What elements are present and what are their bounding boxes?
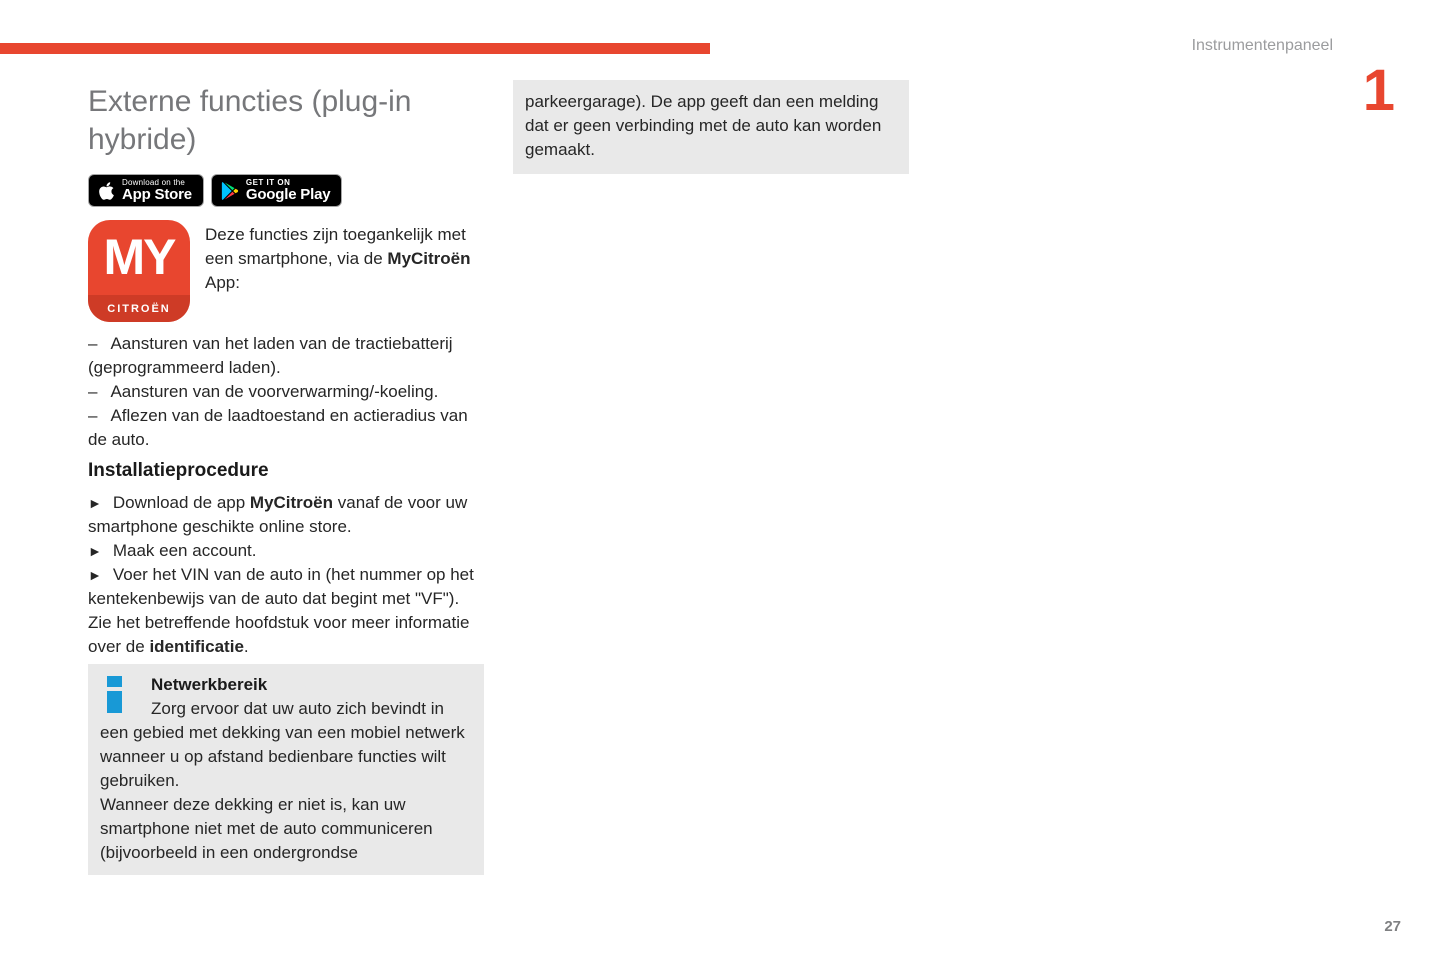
google-play-icon [221,181,239,201]
top-accent-bar [0,43,710,54]
app-store-badge-text: Download on the App Store [122,178,192,203]
info-continuation-box [513,80,909,174]
app-icon-brand-band [88,295,190,322]
arrow-marker: ► [88,567,102,583]
info-box-body2: Wanneer deze dekking er niet is, kan uw smartphone niet met de auto communiceren (bijvoorbeeld in een ondergrondse [100,795,433,862]
intro-text: Deze functies zijn toegankelijk met een smartphone, via de MyCitroën App: [205,225,471,292]
app-icon-my-text: MY [103,229,175,285]
left-column [88,83,484,875]
dash-marker: – [88,334,98,353]
info-icon [107,676,122,713]
store-badges [88,174,484,207]
reference-note: Zie het betreffende hoofdstuk voor meer informatie over de identificatie. [88,613,470,656]
arrow-marker: ► [88,495,102,511]
chapter-number: 1 [1362,58,1395,123]
info-box-title: Netwerkbereik [151,675,268,694]
mycitroen-app-icon [88,220,190,322]
dash-marker: – [88,406,98,425]
step-item: ► Download de app MyCitroën vanaf de voor uw smartphone geschikte online store. [88,493,468,536]
info-continuation-text: parkeergarage). De app geeft dan een melding dat er geen verbinding met de auto kan worden gemaakt. [525,92,882,159]
section-heading: Installatieprocedure [88,460,269,481]
feature-item: – Aansturen van het laden van de tractiebatterij (geprogrammeerd laden). [88,334,453,377]
app-store-badge[interactable] [88,174,204,207]
feature-item: – Aflezen van de laadtoestand en actieradius van de auto. [88,406,468,449]
google-play-badge[interactable] [211,174,343,207]
chapter-header-label: Instrumentenpaneel [1191,37,1333,54]
info-box-body: Zorg ervoor dat uw auto zich bevindt in een gebied met dekking van een mobiel netwerk wanneer u op afstand bedienbare functies wilt gebruiken. [100,699,465,790]
google-play-badge-text: GET IT ON Google Play [245,178,331,203]
dash-marker: – [88,382,98,401]
step-item: ► Maak een account. [88,541,257,560]
intro-row [88,220,484,322]
step-item: ► Voer het VIN van de auto in (het nummer op het kentekenbewijs van de auto dat begint met "VF"). [88,565,474,608]
network-info-box [88,664,484,875]
feature-item: – Aansturen van de voorverwarming/-koeling. [88,382,439,401]
page-number: 27 [1384,918,1401,935]
arrow-marker: ► [88,543,102,559]
app-icon-brand-text: CITROËN [107,302,171,315]
apple-icon [98,181,115,201]
page-title: Externe functies (plug-in hybride) [88,85,412,156]
